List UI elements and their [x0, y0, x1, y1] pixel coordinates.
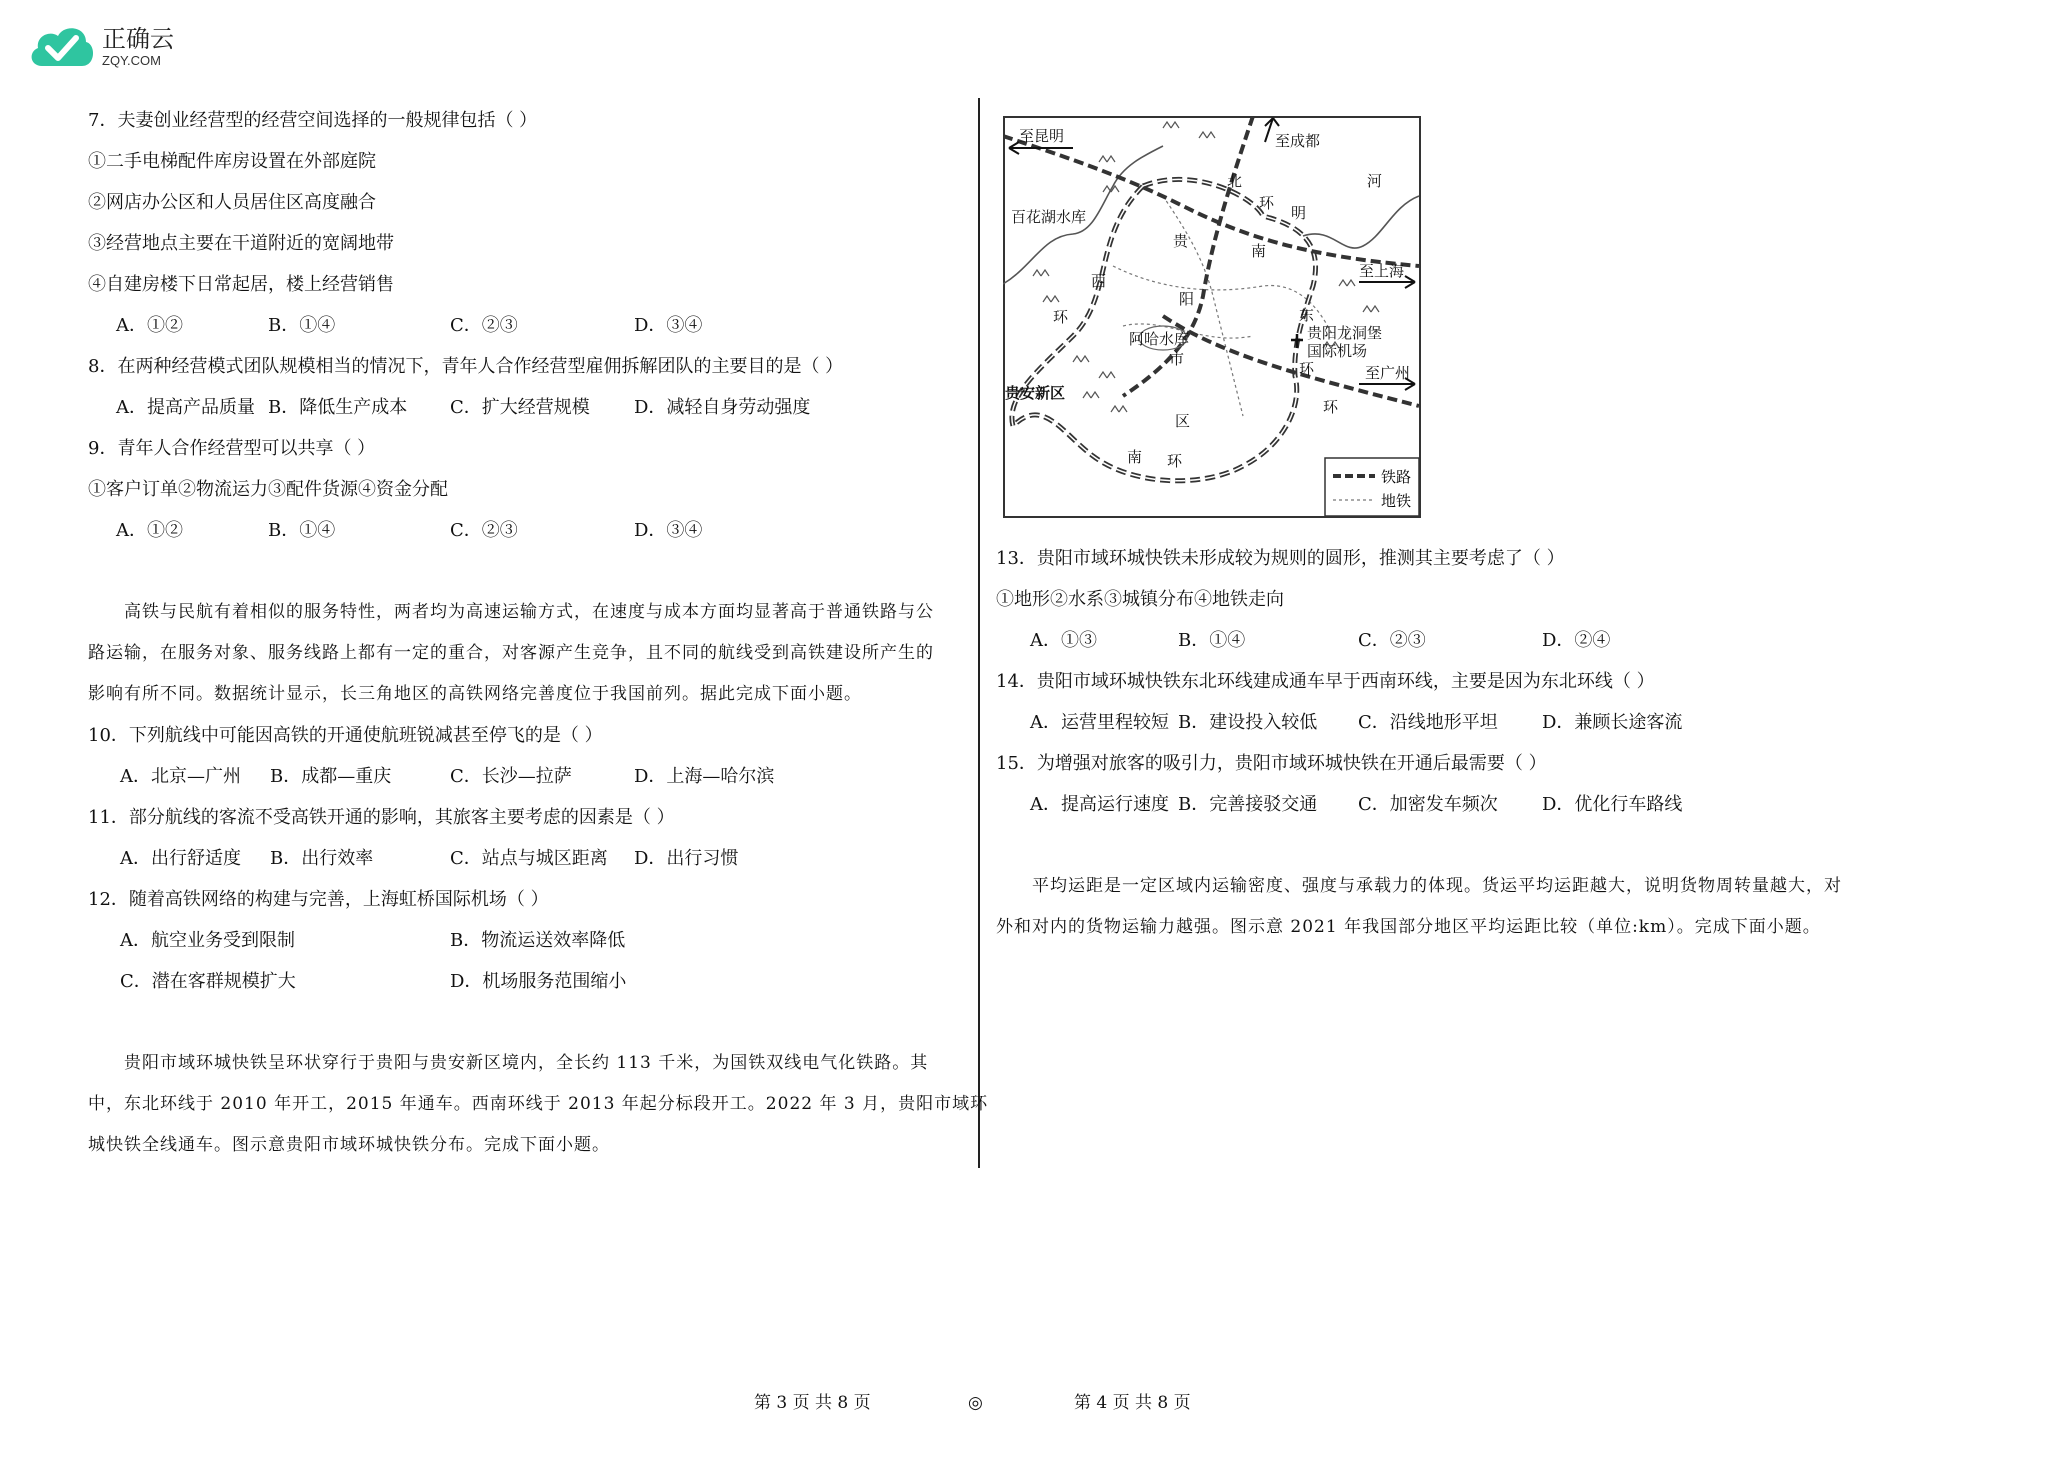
q9-option-b[interactable]: B．①④: [268, 520, 336, 541]
q9-option-c[interactable]: C．②③: [450, 520, 518, 541]
brand-logo: [28, 22, 174, 72]
label-ming: 明: [1291, 204, 1307, 222]
q13-option-b[interactable]: B．①④: [1178, 630, 1246, 651]
label-baihua: 百花湖水库: [1011, 208, 1087, 226]
label-qu: 区: [1175, 412, 1191, 430]
q12-option-d[interactable]: D．机场服务范围缩小: [450, 971, 627, 992]
passage2-line-2: 中，东北环线于 2010 年开工，2015 年通车。西南环线于 2013 年起分标段开工。2022 年 3 月，贵阳市域环: [88, 1094, 989, 1114]
q13-option-a[interactable]: A．①③: [1030, 630, 1097, 651]
q8-option-d[interactable]: D．减轻自身劳动强度: [634, 397, 811, 418]
q10-option-a[interactable]: A．北京—广州: [120, 766, 241, 787]
q14-stem: 14．贵阳市域环城快铁东北环线建成通车早于西南环线，主要是因为东北环线（ ）: [996, 671, 1655, 692]
legend-railway: 铁路: [1381, 468, 1412, 486]
q12-option-a[interactable]: A．航空业务受到限制: [120, 930, 295, 951]
q8-option-c[interactable]: C．扩大经营规模: [450, 397, 590, 418]
q9-option-a[interactable]: A．①②: [116, 520, 183, 541]
label-guangzhou: 至广州: [1365, 364, 1411, 382]
q8-stem: 8．在两种经营模式团队规模相当的情况下，青年人合作经营型雇佣拆解团队的主要目的是（ ）: [88, 356, 844, 377]
q8-option-a[interactable]: A．提高产品质量: [116, 397, 255, 418]
label-dong: 东: [1299, 306, 1315, 324]
q7-option-c[interactable]: C．②③: [450, 315, 518, 336]
q14-option-c[interactable]: C．沿线地形平坦: [1358, 712, 1498, 733]
label-kunming: 至昆明: [1019, 127, 1065, 145]
q10-option-c[interactable]: C．长沙—拉萨: [450, 766, 572, 787]
label-huan2: 环: [1053, 308, 1069, 326]
q13-item-1: ①地形②水系③城镇分布④地铁走向: [996, 589, 1284, 610]
q11-option-d[interactable]: D．出行习惯: [634, 848, 739, 869]
label-airport-1: 贵阳龙洞堡: [1307, 324, 1383, 342]
label-river: 河: [1367, 172, 1383, 190]
guiyang-railway-map: [1003, 116, 1421, 518]
q7-item-4: ④自建房楼下日常起居，楼上经营销售: [88, 274, 394, 295]
q10-stem: 10．下列航线中可能因高铁的开通使航班锐减甚至停飞的是（ ）: [88, 725, 603, 746]
q7-stem: 7．夫妻创业经营型的经营空间选择的一般规律包括（ ）: [88, 110, 538, 131]
q15-option-a[interactable]: A．提高运行速度: [1030, 794, 1169, 815]
q9-option-d[interactable]: D．③④: [634, 520, 703, 541]
label-chengdu: 至成都: [1275, 132, 1321, 150]
label-shanghai: 至上海: [1359, 262, 1405, 280]
q15-stem: 15．为增强对旅客的吸引力，贵阳市域环城快铁在开通后最需要（ ）: [996, 753, 1547, 774]
q15-option-c[interactable]: C．加密发车频次: [1358, 794, 1498, 815]
label-xi: 西: [1091, 272, 1107, 290]
q12-option-c[interactable]: C．潜在客群规模扩大: [120, 971, 296, 992]
q7-item-1: ①二手电梯配件库房设置在外部庭院: [88, 151, 376, 172]
q10-option-b[interactable]: B．成都—重庆: [270, 766, 392, 787]
label-aha: 阿哈水库: [1129, 330, 1190, 348]
q10-option-d[interactable]: D．上海—哈尔滨: [634, 766, 775, 787]
label-huan1: 环: [1259, 194, 1275, 212]
passage2-line-3: 城快铁全线通车。图示意贵阳市域环城快铁分布。完成下面小题。: [88, 1135, 610, 1155]
column-divider: [978, 98, 980, 1168]
label-bei: 北: [1227, 172, 1243, 190]
q8-option-b[interactable]: B．降低生产成本: [268, 397, 408, 418]
passage2-line-1: 贵阳市域环城快铁呈环状穿行于贵阳与贵安新区境内，全长约 113 千米，为国铁双线电气化铁路。其: [124, 1053, 929, 1073]
check-cloud-icon: [28, 22, 96, 72]
q14-option-b[interactable]: B．建设投入较低: [1178, 712, 1318, 733]
label-guian: 贵安新区: [1005, 384, 1066, 402]
q15-option-d[interactable]: D．优化行车路线: [1542, 794, 1683, 815]
footer-page-left: 第 3 页 共 8 页: [754, 1393, 871, 1413]
label-gui: 贵: [1173, 232, 1189, 250]
q13-stem: 13．贵阳市域环城快铁未形成较为规则的圆形，推测其主要考虑了（ ）: [996, 548, 1565, 569]
label-nan2: 南: [1251, 242, 1267, 260]
q13-option-d[interactable]: D．②④: [1542, 630, 1611, 651]
label-huan4: 环: [1299, 360, 1315, 378]
label-yang: 阳: [1179, 290, 1195, 308]
map-legend: [1325, 458, 1419, 516]
q7-option-d[interactable]: D．③④: [634, 315, 703, 336]
passage3-line-1: 平均运距是一定区域内运输密度、强度与承载力的体现。货运平均运距越大，说明货物周转量越大，对: [1032, 876, 1842, 896]
q9-stem: 9．青年人合作经营型可以共享（ ）: [88, 438, 376, 459]
q11-option-c[interactable]: C．站点与城区距离: [450, 848, 608, 869]
label-airport-2: 国际机场: [1307, 342, 1368, 360]
q14-option-a[interactable]: A．运营里程较短: [1030, 712, 1169, 733]
q12-stem: 12．随着高铁网络的构建与完善，上海虹桥国际机场（ ）: [88, 889, 549, 910]
q11-option-b[interactable]: B．出行效率: [270, 848, 374, 869]
brand-name-en: ZQY.COM: [102, 53, 161, 68]
q7-option-b[interactable]: B．①④: [268, 315, 336, 336]
passage1-line-2: 路运输，在服务对象、服务线路上都有一定的重合，对客源产生竞争，且不同的航线受到高铁建设所产生的: [88, 643, 934, 663]
q9-item-1: ①客户订单②物流运力③配件货源④资金分配: [88, 479, 448, 500]
q12-option-b[interactable]: B．物流运送效率降低: [450, 930, 626, 951]
label-nan1: 南: [1127, 448, 1143, 466]
q11-stem: 11．部分航线的客流不受高铁开通的影响，其旅客主要考虑的因素是（ ）: [88, 807, 675, 828]
passage3-line-2: 外和对内的货物运输力越强。图示意 2021 年我国部分地区平均运距比较（单位:km）。完成下面小题。: [996, 917, 1821, 937]
label-huan5: 环: [1323, 398, 1339, 416]
q7-item-3: ③经营地点主要在干道附近的宽阔地带: [88, 233, 394, 254]
label-huan3: 环: [1167, 452, 1183, 470]
label-shi: 市: [1169, 350, 1185, 368]
passage1-line-1: 高铁与民航有着相似的服务特性，两者均为高速运输方式，在速度与成本方面均显著高于普通铁路与公: [124, 602, 934, 622]
q7-item-2: ②网店办公区和人员居住区高度融合: [88, 192, 376, 213]
footer-separator: ◎: [968, 1393, 983, 1413]
q13-option-c[interactable]: C．②③: [1358, 630, 1426, 651]
brand-name-cn: 正确云: [102, 25, 174, 53]
legend-subway: 地铁: [1381, 492, 1412, 510]
q11-option-a[interactable]: A．出行舒适度: [120, 848, 241, 869]
q7-option-a[interactable]: A．①②: [116, 315, 183, 336]
q15-option-b[interactable]: B．完善接驳交通: [1178, 794, 1318, 815]
q14-option-d[interactable]: D．兼顾长途客流: [1542, 712, 1683, 733]
footer-page-right: 第 4 页 共 8 页: [1074, 1393, 1191, 1413]
passage1-line-3: 影响有所不同。数据统计显示，长三角地区的高铁网络完善度位于我国前列。据此完成下面小题。: [88, 684, 862, 704]
